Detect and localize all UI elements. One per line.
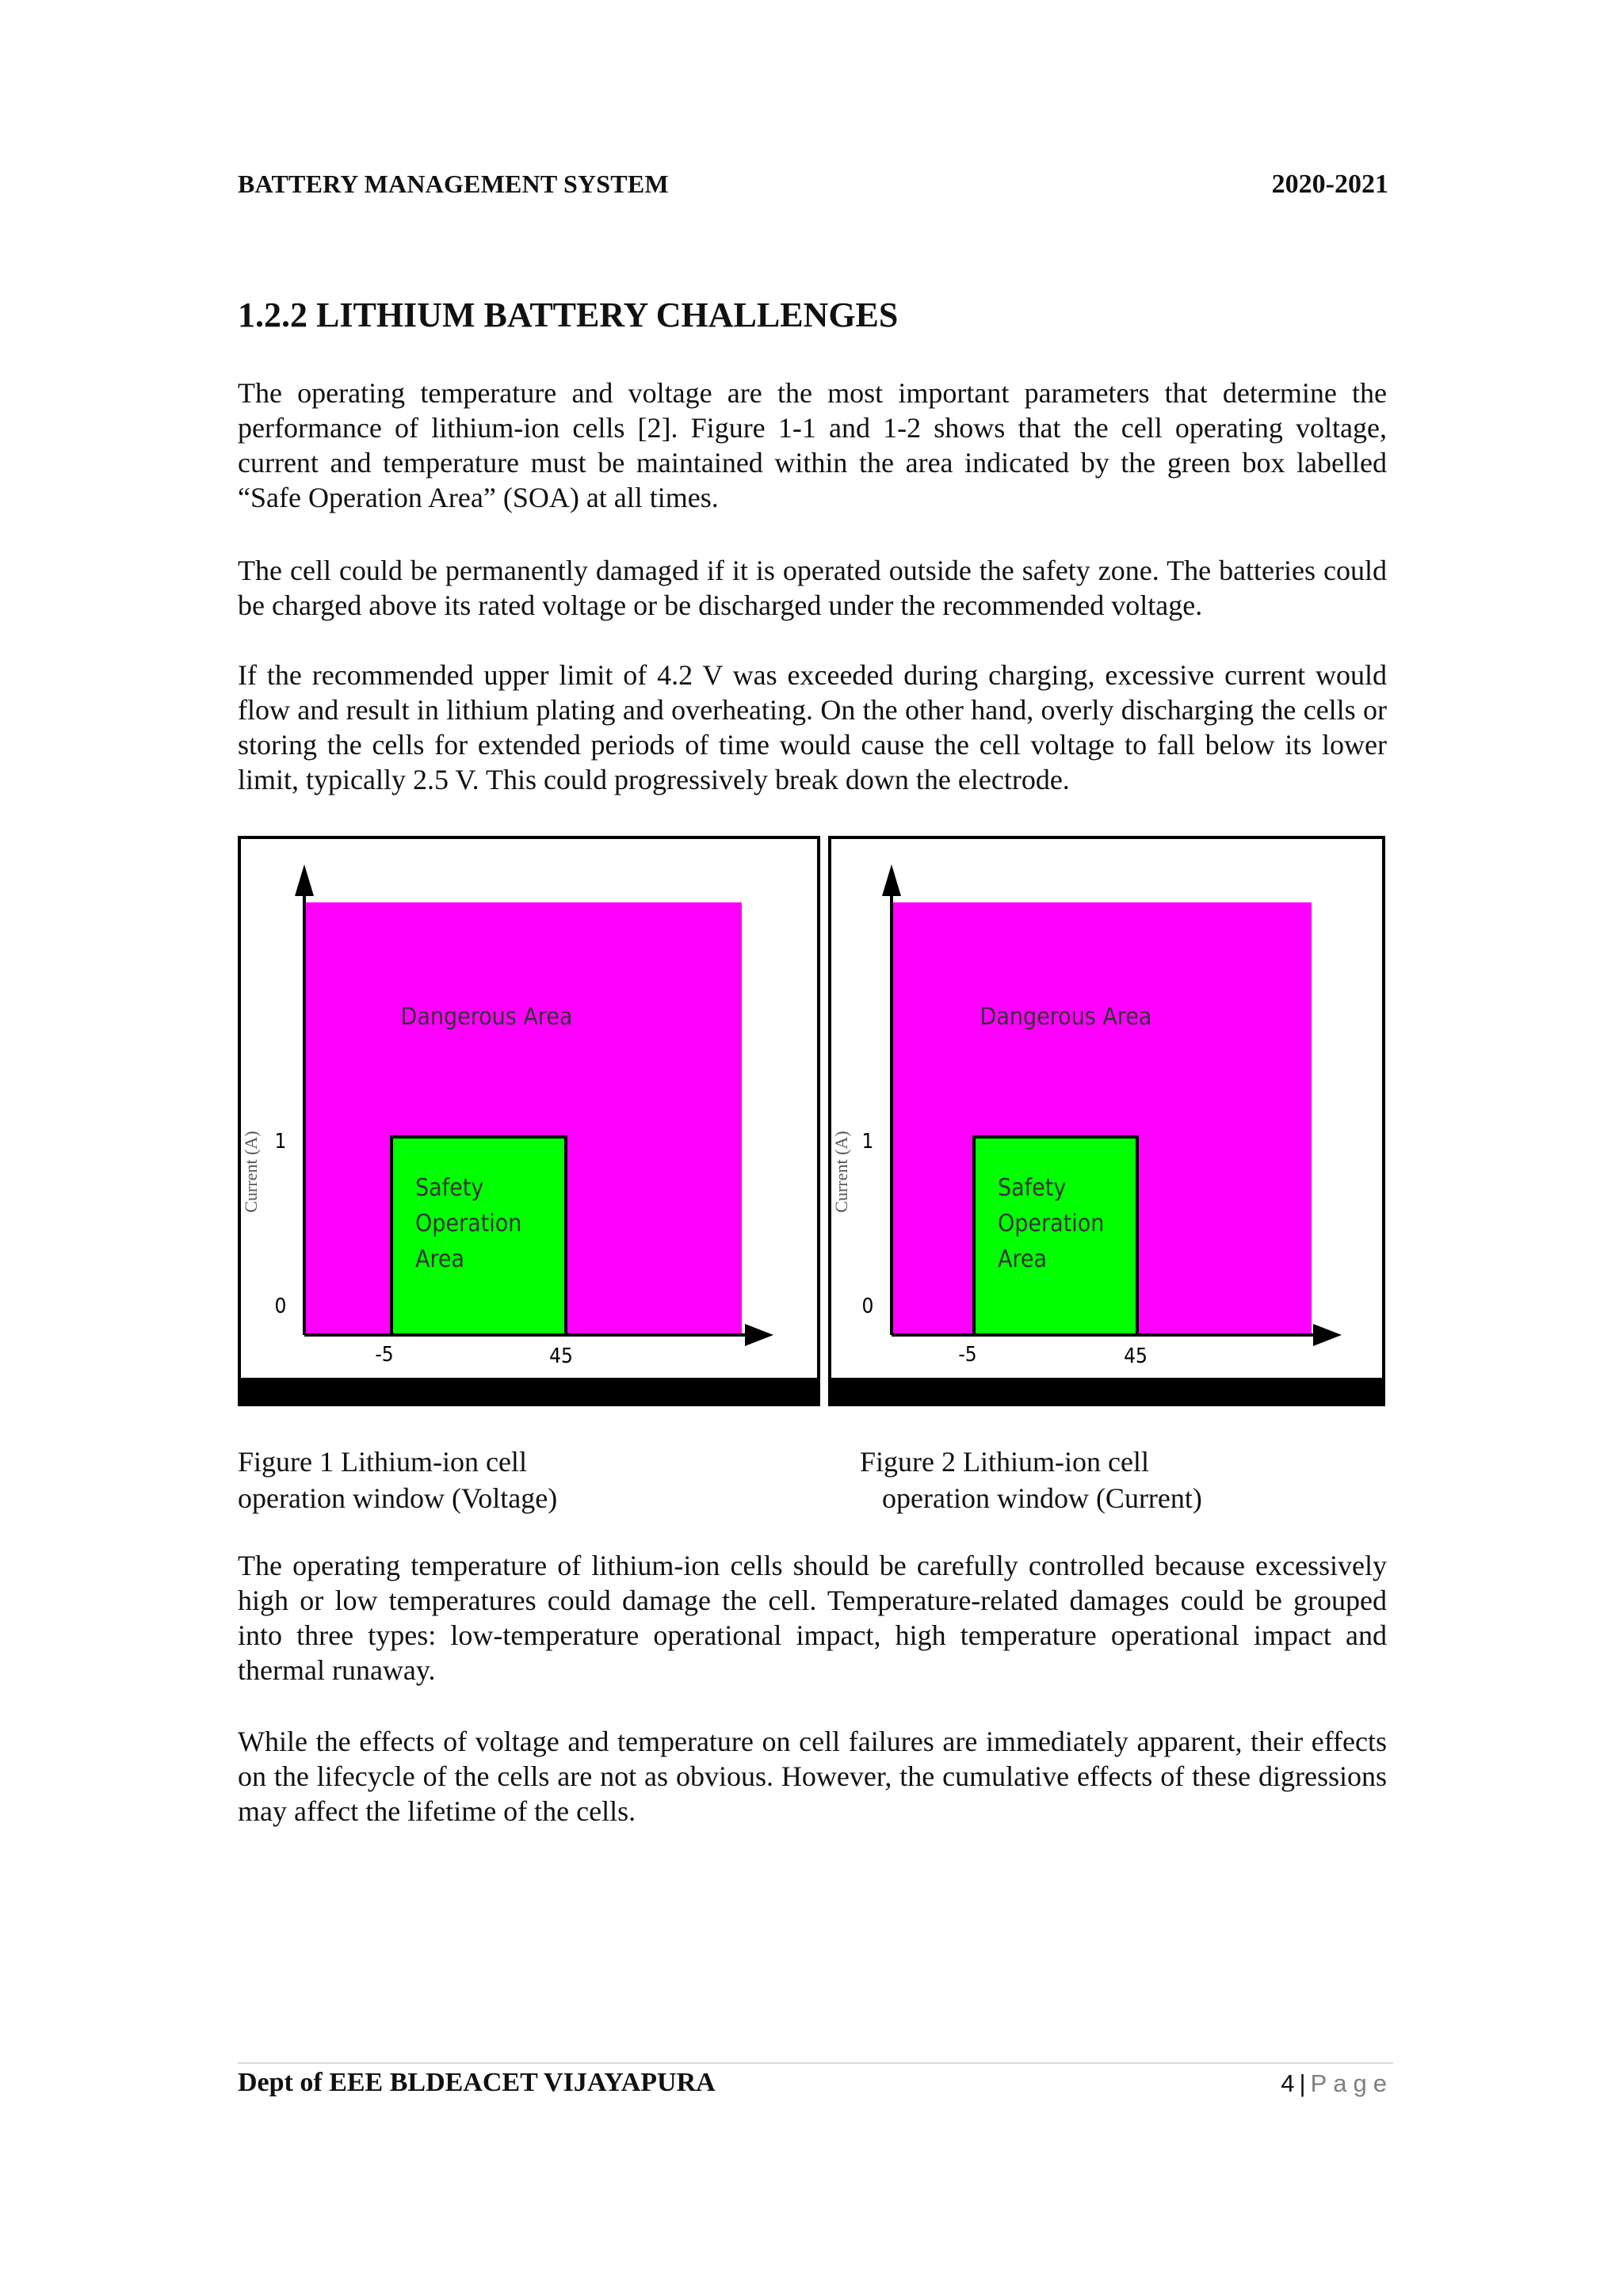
paragraph-lifecycle-effects: While the effects of voltage and temperature on cell failures are immediately apparent, their effects on the lifecycle of the cells are not as obvious. However, the cumulative effects of these digressions may affect the lifetime of the cells.	[238, 1726, 1387, 1827]
page-separator: |	[1299, 2069, 1306, 2097]
paragraph-temperature-control: The operating temperature of lithium-ion cells should be carefully controlled because excessively high or low temperatures could damage the cell. Temperature-related damages could be grouped into three types: low-temperature operational impact, high temperature operational impact and thermal runaway.	[238, 1550, 1387, 1686]
figure-bottom-band	[241, 1378, 817, 1403]
page-number: 4	[1281, 2069, 1295, 2097]
x-tick-high: 45	[549, 1344, 573, 1368]
safe-area-label-line2: Operation	[415, 1210, 522, 1238]
y-axis-label: Current (A)	[241, 1131, 261, 1213]
running-header-year: 2020-2021	[1271, 170, 1388, 199]
dangerous-area-label: Dangerous Area	[400, 1003, 573, 1031]
x-tick-low: -5	[958, 1343, 977, 1367]
page-word: Page	[1310, 2069, 1393, 2097]
figure-2-diagram	[831, 839, 1382, 1403]
y-axis-arrow-icon	[295, 864, 314, 896]
paragraph-safety-zone: The cell could be permanently damaged if it is operated outside the safety zone. The batteries could be charged above its rated voltage or be discharged under the recommended voltage.	[238, 555, 1387, 621]
dangerous-area-label: Dangerous Area	[980, 1003, 1152, 1031]
y-axis-arrow-icon	[882, 864, 901, 896]
figure-2-caption-line2: operation window (Current)	[882, 1482, 1202, 1514]
x-tick-low: -5	[375, 1343, 394, 1367]
footer-department: Dept of EEE BLDEACET VIJAYAPURA	[238, 2068, 716, 2097]
figure-1-caption-line1: Figure 1 Lithium-ion cell	[238, 1446, 527, 1478]
safe-area-label-line3: Area	[415, 1245, 465, 1273]
safe-area-label-line1: Safety	[998, 1174, 1067, 1202]
figure-1-caption-line2: operation window (Voltage)	[238, 1482, 558, 1514]
y-tick-0: 0	[861, 1295, 874, 1318]
x-axis-arrow-icon	[745, 1324, 773, 1346]
section-heading: 1.2.2 LITHIUM BATTERY CHALLENGES	[238, 296, 899, 334]
footer-divider	[238, 2062, 1393, 2064]
figure-2-caption	[860, 1444, 1304, 1516]
figure-1-voltage-window	[238, 836, 820, 1406]
paragraph-voltage-limits: If the recommended upper limit of 4.2 V was exceeded during charging, excessive current would flow and result in lithium plating and overheating. On the other hand, overly discharging the cells or storing the cells for extended periods of time would cause the cell voltage to fall below its lower limit, typically 2.5 V. This could progressively break down the electrode.	[238, 659, 1387, 795]
footer-page-indicator	[1281, 2069, 1393, 2098]
x-tick-high: 45	[1124, 1344, 1148, 1368]
y-axis-label: Current (A)	[831, 1131, 851, 1213]
running-header-title: BATTERY MANAGEMENT SYSTEM	[238, 170, 669, 198]
safe-area-label-line3: Area	[998, 1245, 1048, 1273]
y-tick-1: 1	[861, 1130, 874, 1154]
safe-area-label-line1: Safety	[415, 1174, 484, 1202]
y-tick-0: 0	[274, 1295, 287, 1318]
figure-bottom-band	[831, 1378, 1382, 1403]
y-tick-1: 1	[274, 1130, 287, 1154]
figure-1-diagram	[241, 839, 817, 1403]
safe-area-label-line2: Operation	[998, 1210, 1105, 1238]
paragraph-intro: The operating temperature and voltage are the most important parameters that determine the performance of lithium-ion cells [2]. Figure 1-1 and 1-2 shows that the cell operating voltage, current and temperature must be maintained within the area indicated by the green box labelled “Safe Operation Area” (SOA) at all times.	[238, 377, 1387, 513]
x-axis-arrow-icon	[1313, 1324, 1342, 1346]
figure-2-current-window	[828, 836, 1385, 1406]
figure-1-caption	[238, 1444, 618, 1516]
figure-2-caption-line1: Figure 2 Lithium-ion cell	[860, 1446, 1149, 1478]
